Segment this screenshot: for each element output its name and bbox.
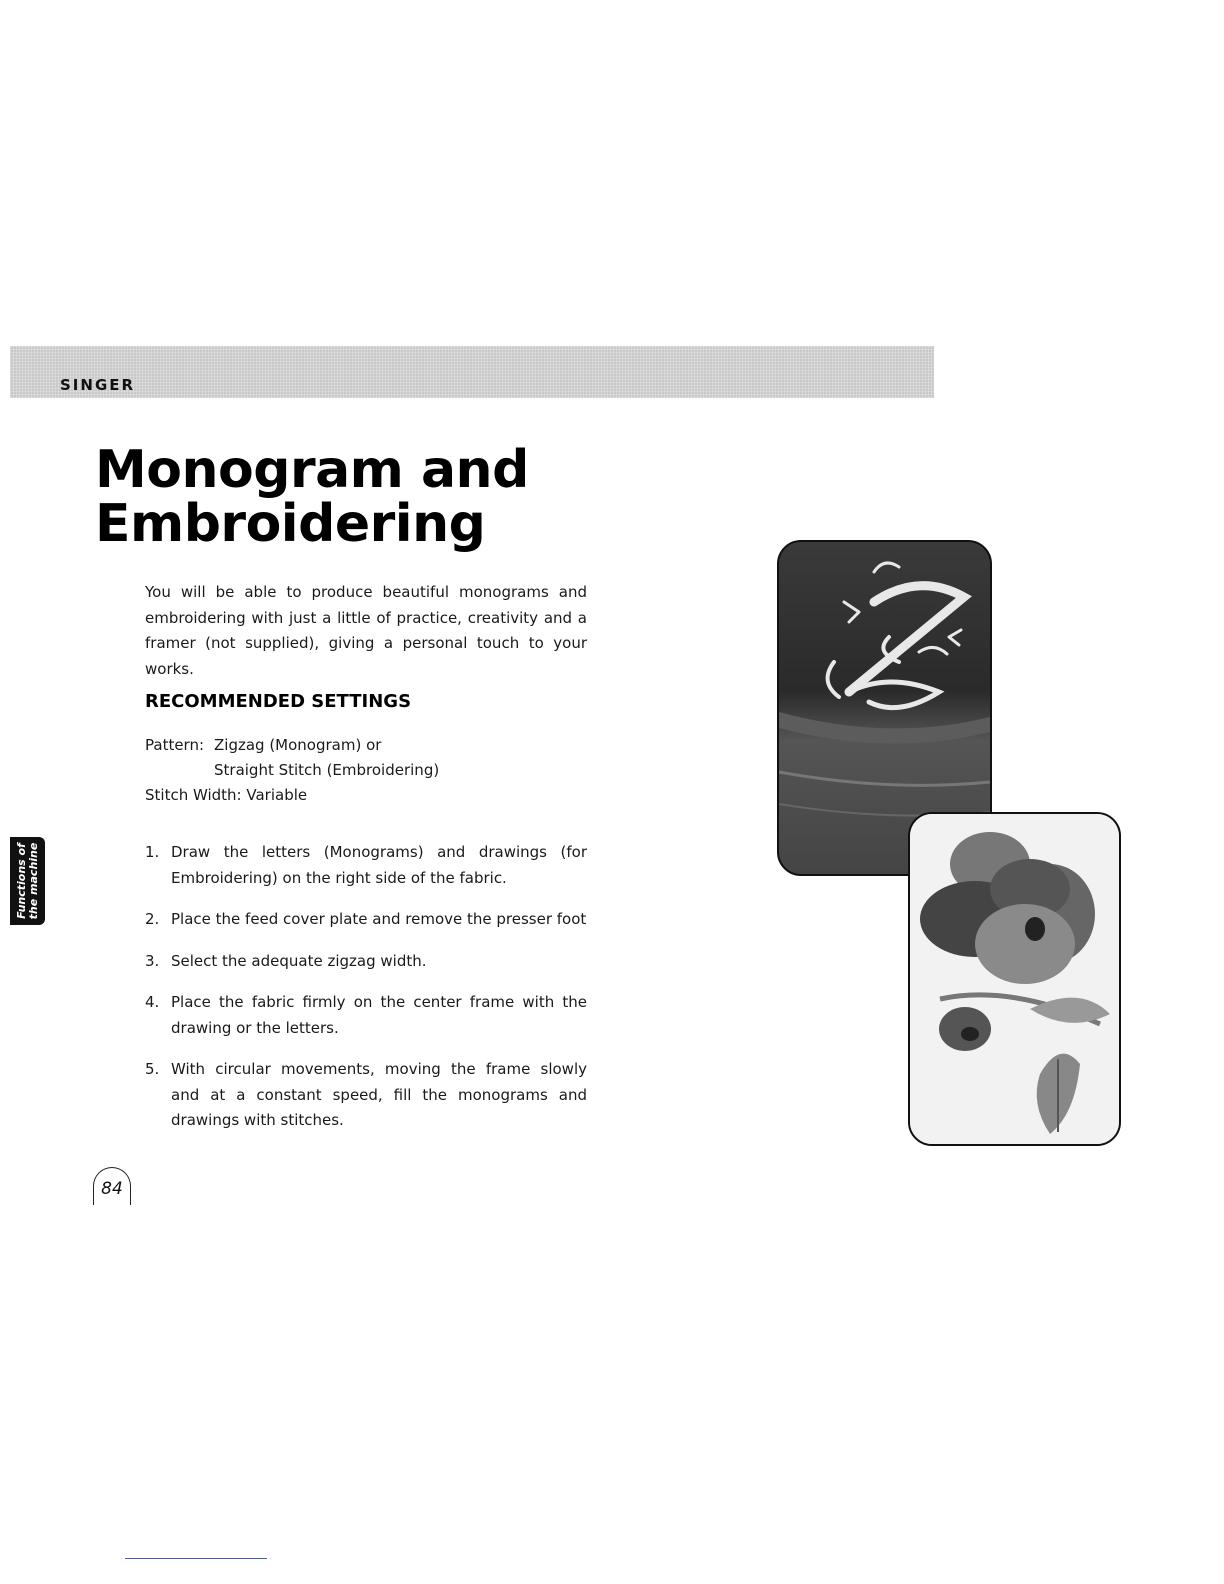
step-text: With circular movements, moving the frame slowly and at a constant speed, fill the monograms and drawings with stitches. [171,1060,587,1129]
brand-name: SINGER [60,376,136,394]
list-item [145,907,587,933]
side-tab-line-1: Functions of [14,843,28,919]
step-text: Place the fabric firmly on the center frame with the drawing or the letters. [171,993,587,1037]
pattern-value-1: Zigzag (Monogram) or [214,736,382,754]
stitch-width-text: Stitch Width: Variable [145,786,308,804]
settings-block [145,733,439,808]
step-number: 1. [145,843,160,861]
step-number: 2. [145,910,160,928]
flower-illustration [910,814,1119,1144]
step-number: 5. [145,1060,160,1078]
pattern-label: Pattern: [145,736,205,754]
pattern-row [145,733,439,758]
page-number: 84 [93,1167,131,1205]
list-item [145,949,587,975]
step-number: 4. [145,993,160,1011]
side-tab-line-2: the machine [26,842,40,920]
stitch-width-row [145,783,439,808]
pattern-row-2 [145,758,439,783]
steps-list [145,840,587,1134]
list-item [145,840,587,891]
page-title [95,440,529,554]
side-tab-label [16,843,40,920]
side-section-tab [10,837,45,925]
step-text: Place the feed cover plate and remove the presser foot [171,910,587,928]
pattern-value-2: Straight Stitch (Embroidering) [214,761,440,779]
step-text: Draw the letters (Monograms) and drawings (for Embroidering) on the right side of the fabric. [171,843,587,887]
step-number: 3. [145,951,160,970]
intro-paragraph: You will be able to produce beautiful monograms and embroidering with just a little of practice, creativity and a framer (not supplied), giving a personal touch to your works. [145,583,587,678]
bottom-rule [125,1558,267,1559]
flower-photo [908,812,1121,1146]
header-band [10,346,934,398]
list-item [145,990,587,1041]
list-item [145,1057,587,1134]
step-text: Select the adequate zigzag width. [171,951,427,970]
settings-heading: RECOMMENDED SETTINGS [145,691,412,712]
title-line-1: Monogram and [95,440,529,500]
title-line-2: Embroidering [95,494,486,554]
